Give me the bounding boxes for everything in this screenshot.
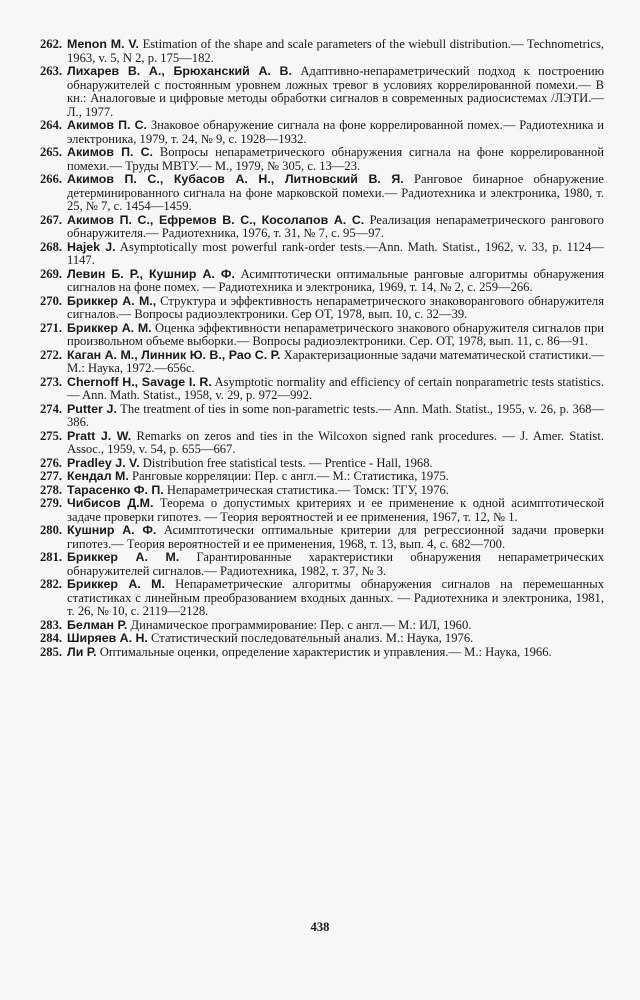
reference-number: 285. xyxy=(40,644,63,659)
reference-text: The treatment of ties in some non-parametric tests.— Ann. Math. Statist., 1955, v. 26, p. 368—386. xyxy=(67,401,605,429)
reference-authors: Pratt J. W. xyxy=(67,428,132,443)
reference-item xyxy=(40,376,604,403)
reference-item xyxy=(40,268,604,295)
reference-text: Теорема о допустимых критериях и ее применение к одной асимптотической задаче проверки гипотез. — Теория вероятностей и ее применения, 1967, т. 12, № 1. xyxy=(67,496,604,524)
reference-text: Оптимальные оценки, определение характеристик и управления.— М.: Наука, 1966. xyxy=(99,644,552,659)
reference-authors: Putter J. xyxy=(67,401,117,416)
reference-item xyxy=(40,632,604,646)
reference-number: 263. xyxy=(40,64,63,78)
reference-authors: Ли Р. xyxy=(67,644,97,659)
reference-number: 279. xyxy=(40,496,63,510)
reference-item xyxy=(40,457,604,471)
reference-authors: Hajek J. xyxy=(67,239,116,254)
reference-authors: Левин Б. Р., Кушнир А. Ф. xyxy=(67,266,235,281)
reference-number: 278. xyxy=(40,482,63,497)
reference-number: 283. xyxy=(40,617,63,632)
reference-item xyxy=(40,349,604,376)
reference-text: Реализация непараметрического рангового обнаружителя.— Радиотехника, 1976, т. 31, № 7, с. 95—97. xyxy=(67,212,604,240)
reference-item xyxy=(40,484,604,498)
reference-authors: Menon M. V. xyxy=(67,37,139,51)
reference-text: Ранговые корреляции: Пер. с англ.— М.: Статистика, 1975. xyxy=(131,469,449,483)
reference-text: Asymptotic normality and efficiency of certain nonparametric tests statistics. — Ann. Math. Statist., 1958, v. 29, p. 972—992. xyxy=(67,374,604,402)
reference-item xyxy=(40,551,604,578)
reference-authors: Ширяев А. Н. xyxy=(67,631,148,645)
reference-number: 267. xyxy=(40,212,63,227)
reference-number: 272. xyxy=(40,347,63,362)
reference-text: Вопросы непараметрического обнаружения сигнала на фоне коррелированной помехи.— Труды МВТУ.— М., 1979, № 305, с. 13—23. xyxy=(67,145,604,173)
reference-text: Asymptotically most powerful rank-order tests.—Ann. Math. Statist., 1962, v. 33, p. 1124—1147. xyxy=(67,239,604,267)
reference-number: 268. xyxy=(40,239,63,254)
reference-item xyxy=(40,295,604,322)
reference-text: Структура и эффективность непараметрического знаковорангового обнаружителя сигналов.— Вопросы радиоэлектроники. Сер ОТ, 1978, вып. 10, с. 32—39. xyxy=(67,293,605,321)
reference-number: 280. xyxy=(40,523,63,537)
reference-text: Асимптотически оптимальные критерии для регрессионной задачи проверки гипотез.— Теория вероятностей и ее применения, 1968, т. 13, вып. 4, с. 682—700. xyxy=(67,523,604,551)
page-number: 438 xyxy=(310,920,330,934)
reference-list xyxy=(40,38,604,659)
reference-text: Характеризационные задачи математической статистики.— М.: Наука, 1972.—656с. xyxy=(67,347,605,375)
reference-authors: Кушнир А. Ф. xyxy=(67,523,157,537)
reference-authors: Акимов П. С., Кубасов А. Н., Литновский В. Я. xyxy=(67,172,404,186)
reference-number: 269. xyxy=(40,266,63,281)
reference-number: 284. xyxy=(40,631,63,645)
reference-number: 276. xyxy=(40,455,63,470)
reference-text: Непараметрическая статистика.— Томск: ТГУ, 1976. xyxy=(166,482,449,497)
reference-item xyxy=(40,38,604,65)
reference-text: Знаковое обнаружение сигнала на фоне коррелированной помех.— Радиотехника и электроника, 1979, т. 24, № 9, с. 1928—1932. xyxy=(67,118,604,146)
reference-authors: Бриккер А. М. xyxy=(67,550,180,564)
reference-item xyxy=(40,497,604,524)
reference-authors: Акимов П. С. xyxy=(67,145,153,159)
reference-text: Remarks on zeros and ties in the Wilcoxon signed rank procedures. — J. Amer. Statist. Assoc., 1959, v. 54, p. 655—667. xyxy=(67,428,604,456)
reference-number: 265. xyxy=(40,145,63,159)
reference-authors: Тарасенко Ф. П. xyxy=(67,482,164,497)
reference-text: Distribution free statistical tests. — Prentice - Hall, 1968. xyxy=(142,455,433,470)
reference-number: 264. xyxy=(40,118,63,132)
reference-authors: Chernoff H., Savage I. R. xyxy=(67,374,212,389)
reference-authors: Бриккер А. М. xyxy=(67,320,152,335)
reference-item xyxy=(40,619,604,633)
reference-text: Ранговое бинарное обнаружение детерминированного сигнала на фоне марковской помехи.— Радиотехника и электроника, 1980, т. 25, № 7, с. 1454—1459. xyxy=(67,172,604,213)
reference-authors: Акимов П. С., Ефремов В. С., Косолапов А. С. xyxy=(67,212,365,227)
reference-item xyxy=(40,524,604,551)
reference-text: Адаптивно-непараметрический подход к построению обнаружителей с постоянным уровнем ложных тревог в условиях коррелированной помехи.— В кн.: Аналоговые и цифровые методы обработки сигналов в современных радиосистемах /ЛЭТИ.— Л., 1977. xyxy=(67,64,604,119)
reference-number: 273. xyxy=(40,374,63,389)
reference-item xyxy=(40,646,604,660)
reference-authors: Акимов П. С. xyxy=(67,118,147,132)
reference-authors: Бриккер А. М., xyxy=(67,293,157,308)
reference-number: 277. xyxy=(40,469,63,483)
reference-number: 274. xyxy=(40,401,63,416)
reference-item xyxy=(40,430,604,457)
reference-text: Оценка эффективности непараметрического знакового обнаружителя сигналов при произвольном объеме выборки.— Вопросы радиоэлектроники. Сер. ОТ, 1978, вып. 11, с. 86—91. xyxy=(67,320,604,348)
reference-item xyxy=(40,146,604,173)
reference-authors: Лихарев В. А., Брюханский А. В. xyxy=(67,64,292,78)
reference-number: 266. xyxy=(40,172,63,186)
reference-item xyxy=(40,214,604,241)
reference-item xyxy=(40,119,604,146)
reference-item xyxy=(40,578,604,619)
reference-authors: Каган А. М., Линник Ю. В., Рао С. Р. xyxy=(67,347,281,362)
reference-number: 281. xyxy=(40,550,63,564)
reference-authors: Белман Р. xyxy=(67,617,128,632)
reference-number: 275. xyxy=(40,428,63,443)
reference-item xyxy=(40,470,604,484)
reference-number: 271. xyxy=(40,320,63,335)
reference-item xyxy=(40,322,604,349)
reference-item xyxy=(40,173,604,214)
reference-authors: Кендал М. xyxy=(67,469,129,483)
reference-text: Непараметрические алгоритмы обнаружения сигналов на перемешанных статистиках с линейным преобразованием входных данных. — Радиотехника и электроника, 1981, т. 26, № 10, с. 2119—2128. xyxy=(67,577,605,618)
reference-authors: Бриккер А. М. xyxy=(67,577,165,591)
reference-text: Статистический последовательный анализ. М.: Наука, 1976. xyxy=(151,631,474,645)
reference-authors: Pradley J. V. xyxy=(67,455,140,470)
reference-item xyxy=(40,65,604,119)
reference-item xyxy=(40,403,604,430)
reference-number: 282. xyxy=(40,577,63,591)
reference-text: Estimation of the shape and scale parameters of the wiebull distribution.— Technometrics, 1963, v. 5, N 2, p. 175—182. xyxy=(67,37,604,65)
reference-text: Гарантированные характеристики обнаружения непараметрических обнаружителей сигналов.— Радиотехника, 1982, т. 37, № 3. xyxy=(67,550,604,578)
reference-text: Асимптотически оптимальные ранговые алгоритмы обнаружения сигналов на фоне помех. — Радиотехника и электроника, 1969, т. 14, № 2, с. 259—266. xyxy=(67,266,605,294)
reference-number: 270. xyxy=(40,293,63,308)
reference-item xyxy=(40,241,604,268)
reference-text: Динамическое программирование: Пер. с англ.— М.: ИЛ, 1960. xyxy=(130,617,472,632)
reference-authors: Чибисов Д.М. xyxy=(67,496,154,510)
reference-number: 262. xyxy=(40,37,63,51)
